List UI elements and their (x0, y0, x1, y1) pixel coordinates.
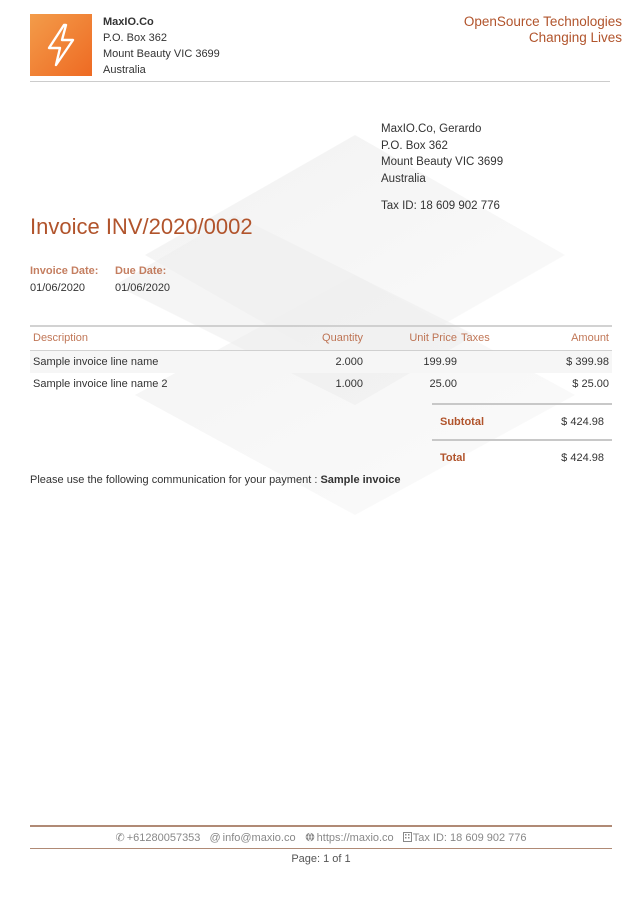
email-text: info@maxio.co (222, 832, 296, 844)
company-slogan (464, 14, 622, 46)
company-address-line: P.O. Box 362 (103, 32, 168, 44)
due-date-block (115, 265, 170, 294)
slogan-line: Changing Lives (528, 30, 622, 45)
line-quantity: 2.000 (335, 356, 363, 368)
header-amount: Amount (571, 332, 609, 344)
table-row (30, 351, 612, 373)
payment-communication (30, 474, 401, 486)
building-icon (403, 832, 412, 842)
footer-contact (30, 831, 612, 844)
footer-email[interactable] (209, 832, 295, 844)
line-description: Sample invoice line name (33, 356, 159, 368)
invoice-date-value: 01/06/2020 (30, 282, 86, 294)
company-name: MaxIO.Co (103, 16, 154, 28)
line-description: Sample invoice line name 2 (33, 378, 168, 390)
partner-address-line: Australia (381, 172, 426, 185)
footer-tax-id (403, 832, 527, 844)
line-unit-price: 25.00 (429, 378, 457, 390)
footer-divider-bottom (30, 848, 612, 849)
phone-text: +61280057353 (126, 832, 201, 844)
total-value: $ 424.98 (561, 452, 604, 464)
globe-icon (305, 832, 315, 842)
partner-address-line: Mount Beauty VIC 3699 (381, 156, 504, 169)
footer-phone (115, 832, 200, 844)
footer-divider (30, 825, 612, 827)
company-address-line: Mount Beauty VIC 3699 (103, 48, 220, 60)
phone-icon: ✆ (115, 832, 125, 844)
footer-website[interactable] (305, 832, 394, 844)
line-amount: $ 399.98 (566, 356, 609, 368)
website-text: https://maxio.co (316, 832, 394, 844)
at-icon: @ (209, 832, 221, 844)
partner-name: MaxIO.Co, Gerardo (381, 123, 482, 135)
invoice-title: Invoice INV/2020/0002 (30, 214, 253, 239)
total-row (432, 439, 612, 475)
line-quantity: 1.000 (335, 378, 363, 390)
header-unit-price: Unit Price (409, 332, 457, 344)
table-header (30, 325, 612, 351)
tax-id-text: Tax ID: 18 609 902 776 (412, 832, 527, 844)
subtotal-value: $ 424.98 (561, 416, 604, 428)
partner-address (381, 121, 503, 187)
lightning-bolt-icon (44, 23, 78, 67)
header-description: Description (33, 332, 89, 344)
due-date-label: Due Date: (115, 265, 167, 277)
subtotal-label: Subtotal (440, 416, 484, 428)
table-row (30, 373, 612, 395)
slogan-line: OpenSource Technologies (463, 14, 622, 29)
line-unit-price: 199.99 (423, 356, 457, 368)
header-quantity: Quantity (322, 332, 363, 344)
communication-reference: Sample invoice (320, 474, 401, 486)
company-logo (30, 14, 92, 76)
invoice-date-block (30, 265, 98, 294)
communication-text: Please use the following communication for your payment : (30, 474, 318, 486)
partner-address-line: P.O. Box 362 (381, 139, 448, 152)
subtotal-row (432, 403, 612, 439)
header-taxes: Taxes (461, 332, 490, 344)
company-address (103, 14, 220, 78)
invoice-lines-table (30, 325, 612, 395)
company-address-line: Australia (103, 64, 146, 76)
header-divider (30, 81, 610, 82)
invoice-date-label: Invoice Date: (30, 265, 99, 277)
partner-tax-id: Tax ID: 18 609 902 776 (381, 200, 500, 212)
total-label: Total (440, 452, 466, 464)
due-date-value: 01/06/2020 (115, 282, 171, 294)
totals-block (432, 403, 612, 475)
line-amount: $ 25.00 (572, 378, 609, 390)
page-number: Page: 1 of 1 (291, 853, 351, 865)
